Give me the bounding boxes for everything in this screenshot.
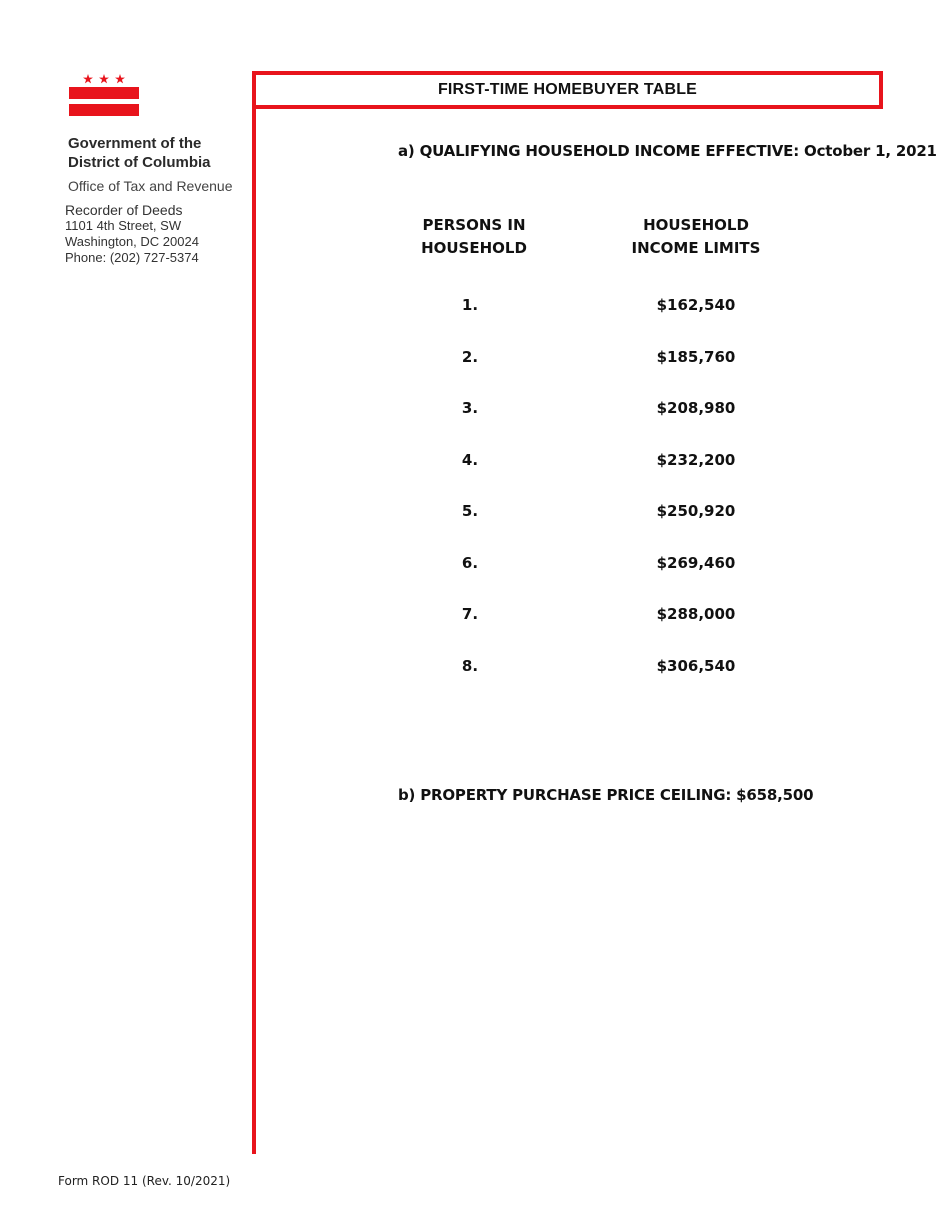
column-header-income-line2: INCOME LIMITS [631, 239, 761, 257]
office-name: Office of Tax and Revenue [68, 178, 233, 194]
form-id-footer: Form ROD 11 (Rev. 10/2021) [58, 1174, 231, 1188]
address-line-3: Washington, DC 20024 [65, 234, 199, 249]
agency-name-line2: District of Columbia [68, 154, 211, 171]
column-header-income [616, 214, 776, 260]
table-cell-persons: 1. [461, 296, 479, 314]
table-cell-income: $269,460 [656, 554, 736, 572]
flag-bar-top [69, 87, 139, 99]
table-cell-income: $185,760 [656, 348, 736, 366]
table-cell-income: $306,540 [656, 657, 736, 675]
section-b-heading: b) PROPERTY PURCHASE PRICE CEILING: $658,500 [398, 786, 814, 804]
column-header-income-line1: HOUSEHOLD [643, 216, 749, 234]
table-cell-persons: 7. [461, 605, 479, 623]
agency-address [65, 202, 199, 266]
table-cell-income: $208,980 [656, 399, 736, 417]
agency-name-line1: Government of the [68, 135, 202, 152]
table-cell-persons: 6. [461, 554, 479, 572]
vertical-divider [252, 72, 256, 1154]
table-cell-income: $288,000 [656, 605, 736, 623]
flag-bar-bottom [69, 104, 139, 116]
table-cell-persons: 5. [461, 502, 479, 520]
dc-flag-logo [69, 72, 139, 116]
column-header-persons-line1: PERSONS IN [422, 216, 526, 234]
flag-star-3 [115, 74, 125, 83]
table-cell-persons: 3. [461, 399, 479, 417]
table-cell-persons: 8. [461, 657, 479, 675]
table-cell-income: $232,200 [656, 451, 736, 469]
address-line-2: 1101 4th Street, SW [65, 218, 182, 233]
column-header-persons-line2: HOUSEHOLD [421, 239, 527, 257]
table-cell-persons: 4. [461, 451, 479, 469]
table-cell-income: $162,540 [656, 296, 736, 314]
page-title: FIRST-TIME HOMEBUYER TABLE [437, 81, 698, 98]
flag-star-2 [99, 74, 109, 83]
flag-star-1 [83, 74, 93, 83]
section-a-heading: a) QUALIFYING HOUSEHOLD INCOME EFFECTIVE: October 1, 2021 [398, 142, 937, 160]
header-box [252, 71, 883, 109]
agency-name [68, 134, 211, 172]
address-line-1: Recorder of Deeds [65, 202, 183, 218]
column-header-persons [404, 214, 544, 260]
address-line-4: Phone: (202) 727-5374 [65, 250, 199, 265]
table-cell-income: $250,920 [656, 502, 736, 520]
table-cell-persons: 2. [461, 348, 479, 366]
